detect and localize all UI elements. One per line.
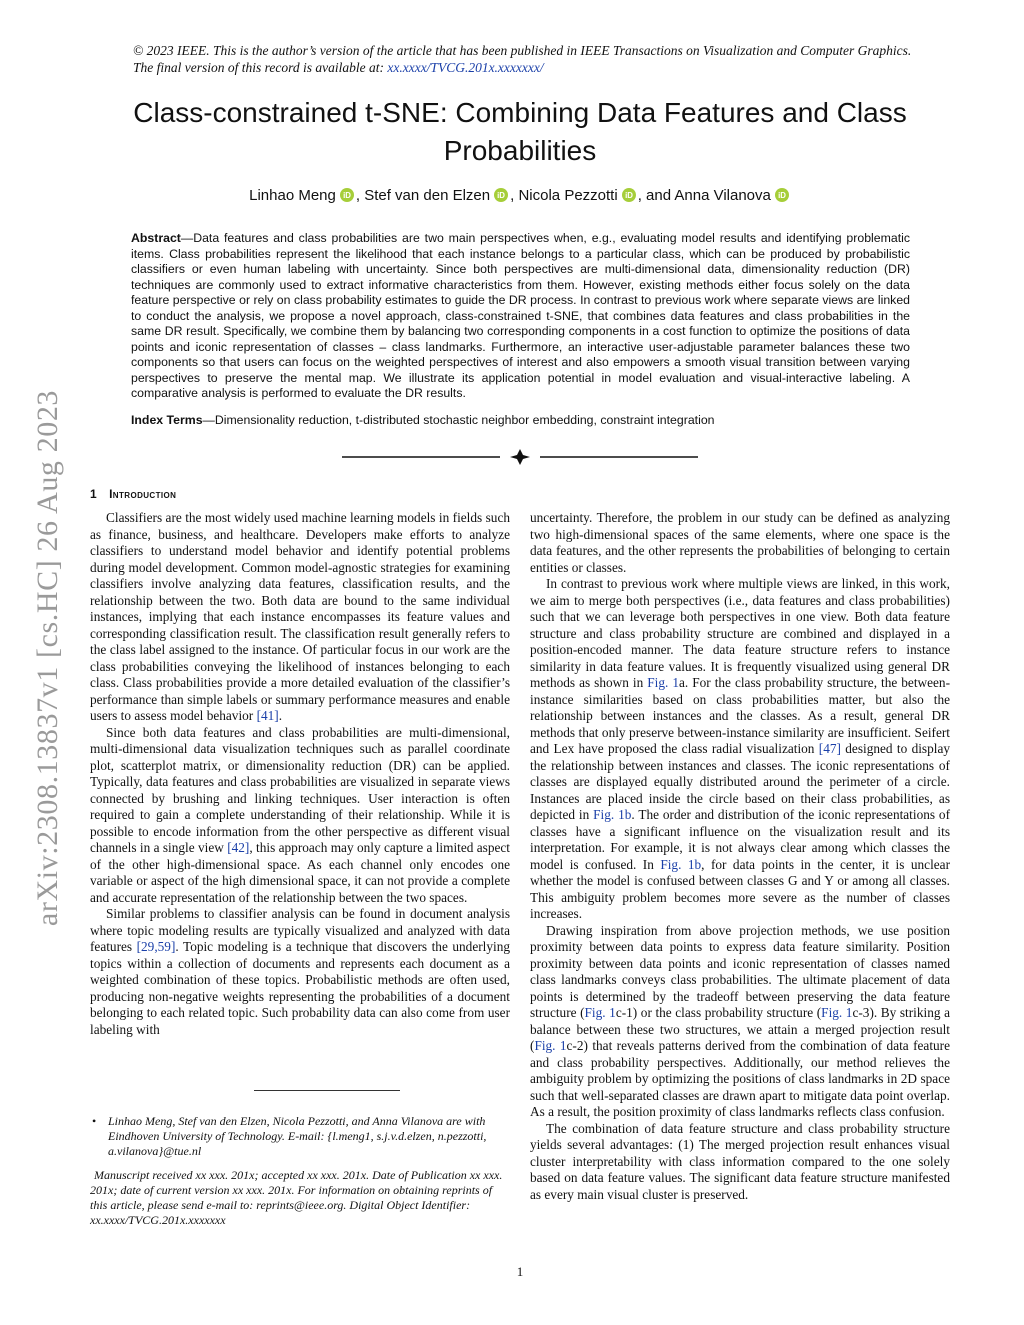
affiliation-footnote [90, 1114, 510, 1159]
svg-text:iD: iD [624, 191, 633, 201]
author-name: Nicola Pezzotti [518, 187, 618, 204]
index-terms [131, 413, 910, 429]
doi-link[interactable]: xx.xxxx/TVCG.201x.xxxxxxx/ [387, 60, 544, 75]
abstract [131, 231, 910, 402]
citation-link[interactable]: [29,59] [136, 939, 176, 954]
paragraph: Since both data features and class probabilities are multi-dimensional, multi-dimensional data visualization techniques such as parallel coordinate plot, scatterplot matrix, or dimensionality reduction (DR) can be applied. Typically, data features and class probabilities are visualized in separate views connected by brushing and linking techniques. User interaction is often required to gain a complete understanding of their relationship. While it is possible to encode information from the other perspective as different visual channels in a single view [42], this approach may only capture a limited aspect of the other high-dimensional space. As each channel only encodes one variable or aspect of the high dimensional space, it can not provide a complete and accurate representation of the relationship between the two spaces. [90, 724, 510, 905]
footnote-rule [254, 1090, 400, 1091]
abstract-label: Abstract [131, 231, 181, 245]
right-column [530, 510, 950, 1203]
author-name: Anna Vilanova [674, 187, 771, 204]
paragraph: In contrast to previous work where multiple views are linked, in this work, we aim to merge both perspectives (i.e., data features and class probabilities) such that we can leverage both perspectives in one view. Both data feature structure and class probability structure are combined and displayed in a position-encoded manner. The data feature structure refers to instance similarity in data feature values. It is frequently visualized using general DR methods as shown in Fig. 1a. For the class probability structure, the between-instance similarities based on class probabilities matter, but also the relationship between instances and the classes. As a result, general DR methods that only preserve between-instance similarity are insufficient. Seifert and Lex have proposed the class radial visualization [47] designed to display the relationship between instances and classes. The iconic representations of classes are displayed equally distributed around the perimeter of a circle. Instances are placed inside the circle based on their class probabilities, as depicted in Fig. 1b. The order and distribution of the iconic representations of classes have a significant influence on the visualization result and its interpretation. For example, it is not always clear among which classes the model is confused. In Fig. 1b, for data points in the center, it is unclear whether the model is confused between classes G and Y or among all classes. This ambiguity problem becomes more severe as the number of classes increases. [530, 576, 951, 921]
svg-text:iD: iD [342, 191, 351, 201]
citation-link[interactable]: [42] [227, 840, 250, 855]
author-separator: , [510, 187, 519, 204]
citation-link[interactable]: [41] [256, 708, 279, 723]
svg-text:iD: iD [777, 191, 786, 201]
abstract-text: —Data features and class probabilities are two main perspectives when, e.g., evaluating model results and identifying problematic items. Class probabilities represent the likelihood that each instance belongs to a particular class, which can be produced by probabilistic classifiers or even human labeling with uncertainty. Since both perspectives are multi-dimensional data, dimensionality reduction (DR) techniques are commonly used to extract informative characteristics from them. However, existing methods either focus solely on the data feature perspective or rely on class probability estimates to guide the DR process. In contrast to previous work where separate views are linked to conduct the analysis, we propose a novel approach, class-constrained t-SNE, that combines data features and class probabilities in the same DR result. Specifically, we combine them by balancing two corresponding components in a cost function to optimize the positions of data points and iconic representation of classes – class landmarks. Furthermore, an interactive user-adjustable parameter balances these two components so that users can focus on the weighted perspectives of interest and also empowers a smooth visual transition between varying perspectives to preserve the mental map. We illustrate its application potential in model evaluation and visual-interactive labeling. A comparative analysis is performed to evaluate the DR results. [131, 231, 910, 400]
footnote-bullet: • [92, 1114, 97, 1128]
arxiv-stamp: arXiv:2308.13837v1 [cs.HC] 26 Aug 2023 [31, 389, 64, 927]
author-name: Linhao Meng [249, 187, 336, 204]
orcid-icon[interactable] [775, 188, 789, 202]
section-divider [342, 448, 698, 466]
paragraph: Classifiers are the most widely used machine learning models in fields such as finance, business, and healthcare. Developers make efforts to analyze classifiers to understand model behavior and identify potential problems during model development. Common model-agnostic strategies for examining classifiers involve analyzing data features, classification results, and the relationship between the two. Both data are bound to the same individual instances, implying that each instance encompasses its feature values and corresponding classification result. The classification result generally refers to the class label assigned to the instance. Of particular focus in our work are the class probabilities conveying the likelihood of instances belonging to each class. Class probabilities provide a more detailed evaluation of the classifier’s performance than simple labels or summary performance measures and enable users to assess model behavior [41]. [90, 510, 510, 723]
author-separator: , and [637, 187, 675, 204]
figure-link[interactable]: Fig. 1 [821, 1005, 853, 1020]
figure-link[interactable]: Fig. 1 [534, 1038, 567, 1053]
section-number: 1 [90, 487, 98, 501]
figure-link[interactable]: Fig. 1b [593, 807, 632, 822]
figure-link[interactable]: Fig. 1 [647, 675, 679, 690]
paper-title: Class-constrained t-SNE: Combining Data Features and Class Probabilities [133, 97, 907, 166]
affiliation-text: Linhao Meng, Stef van den Elzen, Nicola Pezzotti, and Anna Vilanova are with Eindhoven University of Technology. E-mail: {l.meng1, s.j.v.d.elzen, n.pezzotti, a.vilanova}@tue.nl [108, 1114, 487, 1158]
paragraph: uncertainty. Therefore, the problem in our study can be defined as analyzing two high-dimensional spaces of the same elements, where one space is the data features, and the other represents the probabilities of belonging to certain entities or classes. [530, 510, 950, 575]
section-heading [90, 487, 176, 501]
manuscript-footnote: Manuscript received xx xxx. 201x; accepted xx xxx. 201x. Date of Publication xx xxx. 201x; date of current version xx xxx. 201x. For information on obtaining reprints of this article, please send e-mail to: reprints@ieee.org. Digital Object Identifier: xx.xxxx/TVCG.201x.xxxxxxx [90, 1168, 503, 1227]
figure-link[interactable]: Fig. 1 [584, 1005, 616, 1020]
author-name: Stef van den Elzen [364, 187, 491, 204]
index-terms-label: Index Terms [131, 413, 203, 427]
page-number: 1 [516, 1264, 524, 1279]
paragraph: Drawing inspiration from above projection methods, we use position proximity between data points to express data feature similarity. Position proximity between data points and iconic representation of classes named class landmarks conveys class probabilities. The ultimate placement of data points is determined by the tradeoff between preserving the data feature structure (Fig. 1c-1) or the class probability structure (Fig. 1c-3). By striking a balance between these two structures, we attain a merged projection result (Fig. 1c-2) that reveals patterns derived from the combination of data feature and class probability perspectives. Additionally, our method relieves the ambiguity problem by optimizing the positions of class landmarks in 2D space such that well-separated classes are drawn apart to mitigate data point overlap. As a result, the position proximity of class landmarks reflects class confusion. [530, 922, 950, 1119]
copyright-notice [133, 42, 933, 76]
orcid-icon[interactable] [494, 188, 508, 202]
left-column [90, 510, 510, 1038]
section-title: Introduction [109, 487, 177, 501]
orcid-icon[interactable] [622, 188, 636, 202]
paragraph: Similar problems to classifier analysis can be found in document analysis where topic modeling results are typically visualized and analyzed with data features [29,59]. Topic modeling is a technique that discovers the underlying topics within a collection of documents and represents each document as a weighted combination of these topics. Probabilistic methods are often used, producing non-negative weights representing the probabilities of a document belonging to each related topic. Such probability data can also come from user labeling with [90, 906, 510, 1037]
index-terms-text: —Dimensionality reduction, t-distributed stochastic neighbor embedding, constraint integration [202, 413, 715, 427]
figure-link[interactable]: Fig. 1b [660, 856, 702, 872]
copyright-text: © 2023 IEEE. This is the author’s version of the article that has been published in IEEE Transactions on Visualization and Computer Graphics. The final version of this record is available at: [133, 43, 912, 75]
author-list [100, 186, 940, 206]
paragraph: The combination of data feature structure and class probability structure yields several advantages: (1) The merged projection result enhances visual cluster interpretability with class information compared to the one solely based on data feature values. The significant data feature structure manifested as every main visual cluster is preserved. [530, 1120, 950, 1202]
orcid-icon[interactable] [340, 188, 354, 202]
author-separator: , [355, 187, 365, 204]
svg-text:iD: iD [497, 191, 506, 201]
citation-link[interactable]: [47] [818, 741, 841, 756]
